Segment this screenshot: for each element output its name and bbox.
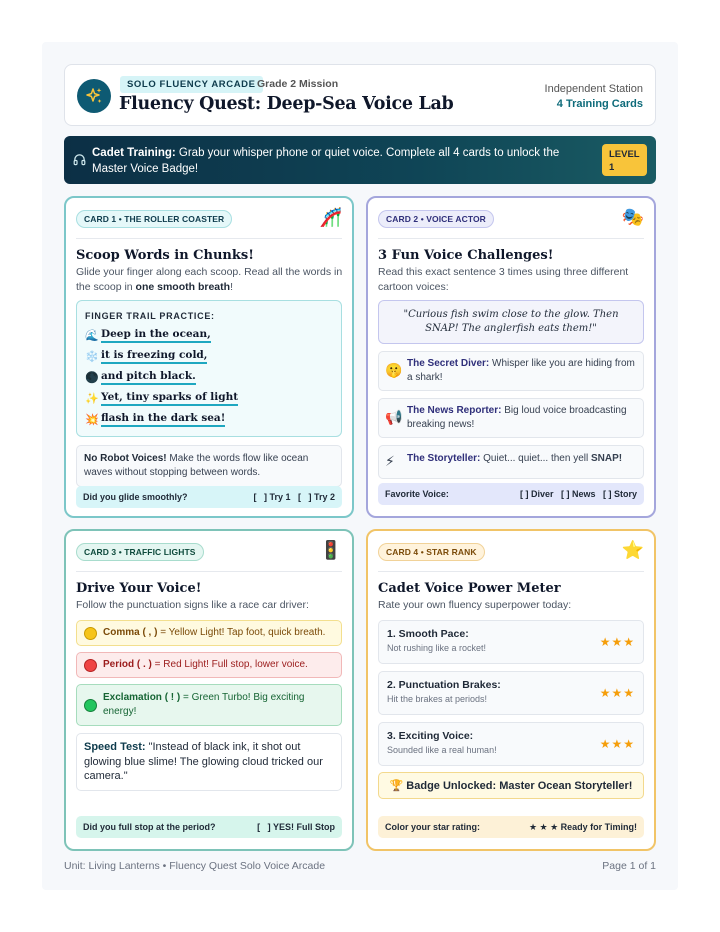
voice-challenge [378, 398, 644, 438]
card-pill: CARD 1 • THE ROLLER COASTER [76, 210, 232, 228]
card-footer [76, 816, 342, 838]
card-subtitle: Follow the punctuation signs like a race car driver: [76, 599, 309, 611]
green-light-icon [84, 699, 97, 712]
card-voice-actor [366, 196, 656, 518]
megaphone-icon: 📢 [385, 409, 403, 425]
footer-question: Favorite Voice: [385, 489, 449, 499]
footer-question: Did you full stop at the period? [83, 822, 216, 832]
sign-exclamation [76, 684, 342, 726]
card-roller-coaster [64, 196, 354, 518]
voice-name: The News Reporter: [407, 405, 502, 416]
meter-subtitle: Sounded like a real human! [387, 745, 497, 755]
header [64, 64, 656, 126]
card-footer [378, 816, 644, 838]
unit-footer: Unit: Living Lanterns • Fluency Quest Solo Voice Arcade [64, 860, 326, 872]
red-light-icon [84, 659, 97, 672]
voice-challenge [378, 445, 644, 479]
meter-title: 1. Smooth Pace: [387, 628, 469, 640]
lightning-icon: ⚡ [385, 453, 395, 469]
station-label: Independent Station [544, 83, 643, 95]
instructions-banner [64, 136, 656, 184]
trail-line[interactable] [85, 349, 207, 364]
ready-stars: ★ ★ ★ Ready for Timing! [528, 821, 637, 832]
trail-line[interactable] [85, 391, 238, 406]
voice-checkboxes[interactable]: [ ] Diver [ ] News [ ] Story [519, 489, 637, 499]
card-traffic-lights [64, 529, 354, 851]
worksheet [42, 42, 678, 890]
practice-heading: FINGER TRAIL PRACTICE: [85, 311, 215, 321]
footer-question: Did you glide smoothly? [83, 492, 188, 502]
meter-row [378, 620, 644, 664]
speed-label: Speed Test: [84, 741, 146, 753]
page-number: Page 1 of 1 [602, 860, 656, 872]
practice-sentence: "Curious fish swim close to the glow. Then SNAP! The anglerfish eats them!" [378, 300, 644, 344]
divider [378, 238, 644, 239]
voice-text: Whisper like you are hiding from a shark! [407, 358, 635, 383]
voice-bold: SNAP! [590, 453, 623, 464]
star-rating[interactable]: ★★★ [599, 737, 635, 751]
card-title: 3 Fun Voice Challenges! [378, 248, 554, 263]
divider [76, 238, 342, 239]
tip-box [76, 445, 342, 487]
tip-bold: No Robot Voices! [84, 453, 167, 464]
card-title: Drive Your Voice! [76, 581, 202, 596]
level-badge [602, 144, 647, 176]
sign-label: Comma ( , ) [103, 627, 158, 638]
card-subtitle: Read this exact sentence 3 times using three different cartoon voices: [378, 266, 629, 293]
level-label: LEVEL [609, 149, 640, 160]
footer-question: Color your star rating: [385, 822, 481, 832]
roller-coaster-icon: 🎢 [319, 207, 342, 227]
divider [76, 571, 342, 572]
card-footer [378, 483, 644, 505]
banner-message [92, 145, 592, 177]
tip-text: Make the words flow like ocean waves without stopping between words. [84, 453, 309, 478]
finger-trail-box [76, 300, 342, 437]
logo [77, 79, 111, 113]
badge-unlocked: 🏆 Badge Unlocked: Master Ocean Storyteller! [378, 772, 644, 799]
wave-icon: 🌊 [85, 329, 99, 342]
subtitle-text: Glide your finger along each scoop. Read all the words in the scoop in [76, 266, 343, 293]
meter-subtitle: Not rushing like a rocket! [387, 643, 487, 653]
cards-count: 4 Training Cards [556, 98, 643, 110]
trail-line[interactable] [85, 370, 196, 385]
sign-period [76, 652, 342, 678]
card-title: Cadet Voice Power Meter [378, 581, 561, 596]
theater-masks-icon: 🎭 [621, 207, 644, 227]
card-subtitle [76, 265, 344, 295]
sparkle-icon [84, 86, 104, 106]
meter-title: 2. Punctuation Brakes: [387, 679, 501, 691]
voice-name: The Storyteller: [407, 453, 481, 464]
trail-text: Yet, tiny sparks of light [101, 391, 238, 406]
flash-icon: 💥 [85, 413, 99, 426]
dark-moon-icon: 🌑 [85, 371, 99, 384]
try-checkboxes[interactable]: [ ] Try 1 [ ] Try 2 [253, 492, 335, 502]
star-rating[interactable]: ★★★ [599, 686, 635, 700]
sign-label: Exclamation ( ! ) [103, 692, 181, 703]
sign-text: = Red Light! Full stop, lower voice. [151, 659, 308, 670]
card-pill: CARD 2 • VOICE ACTOR [378, 210, 494, 228]
yellow-light-icon [84, 627, 97, 640]
mission-label: Grade 2 Mission [257, 78, 339, 90]
star-icon: ⭐ [621, 540, 644, 560]
meter-row [378, 722, 644, 766]
card-subtitle: Rate your own fluency superpower today: [378, 599, 572, 611]
star-rating[interactable]: ★★★ [599, 635, 635, 649]
banner-lead: Cadet Training: [92, 147, 176, 159]
subtitle-bold: one smooth breath [135, 281, 231, 293]
trail-text: Deep in the ocean, [101, 328, 211, 343]
sparkles-icon: ✨ [85, 392, 99, 405]
meter-subtitle: Hit the brakes at periods! [387, 694, 488, 704]
trail-text: flash in the dark sea! [101, 412, 225, 427]
voice-name: The Secret Diver: [407, 358, 490, 369]
trail-text: it is freezing cold, [101, 349, 207, 364]
traffic-light-icon: 🚦 [319, 540, 342, 560]
card-footer [76, 486, 342, 508]
voice-text: Big loud voice broadcasting breaking news! [407, 405, 627, 430]
station-info [545, 83, 643, 110]
meter-row [378, 671, 644, 715]
card-pill: CARD 4 • STAR RANK [378, 543, 485, 561]
snowflake-icon: ❄️ [85, 350, 99, 363]
full-stop-checkbox[interactable]: [ ] YES! Full Stop [257, 822, 335, 832]
speed-test-box [76, 733, 342, 791]
voice-text: Quiet... quiet... then yell [480, 453, 591, 464]
banner-text: Grab your whisper phone or quiet voice. Complete all 4 cards to unlock the Master Voice Badge! [92, 147, 560, 175]
subtitle-end: ! [230, 281, 233, 293]
headphones-icon [73, 153, 86, 166]
meter-title: 3. Exciting Voice: [387, 730, 474, 742]
card-title: Scoop Words in Chunks! [76, 248, 254, 263]
page-title: Fluency Quest: Deep-Sea Voice Lab [119, 94, 454, 114]
trail-line[interactable] [85, 412, 225, 427]
speed-text: "Instead of black ink, it shot out glowing blue slime! The glowing cloud tricked our camera." [84, 741, 323, 782]
arcade-tag: SOLO FLUENCY ARCADE [120, 76, 263, 93]
card-pill: CARD 3 • TRAFFIC LIGHTS [76, 543, 204, 561]
sign-label: Period ( . ) [103, 659, 152, 670]
shush-face-icon: 🤫 [385, 362, 403, 378]
sign-comma [76, 620, 342, 646]
sign-text: = Yellow Light! Tap foot, quick breath. [157, 627, 326, 638]
divider [378, 571, 644, 572]
trail-line[interactable] [85, 328, 211, 343]
trail-text: and pitch black. [101, 370, 196, 385]
voice-challenge [378, 351, 644, 391]
card-star-rank [366, 529, 656, 851]
level-value: 1 [609, 162, 615, 173]
sign-text: = Green Turbo! Big exciting energy! [103, 692, 305, 717]
